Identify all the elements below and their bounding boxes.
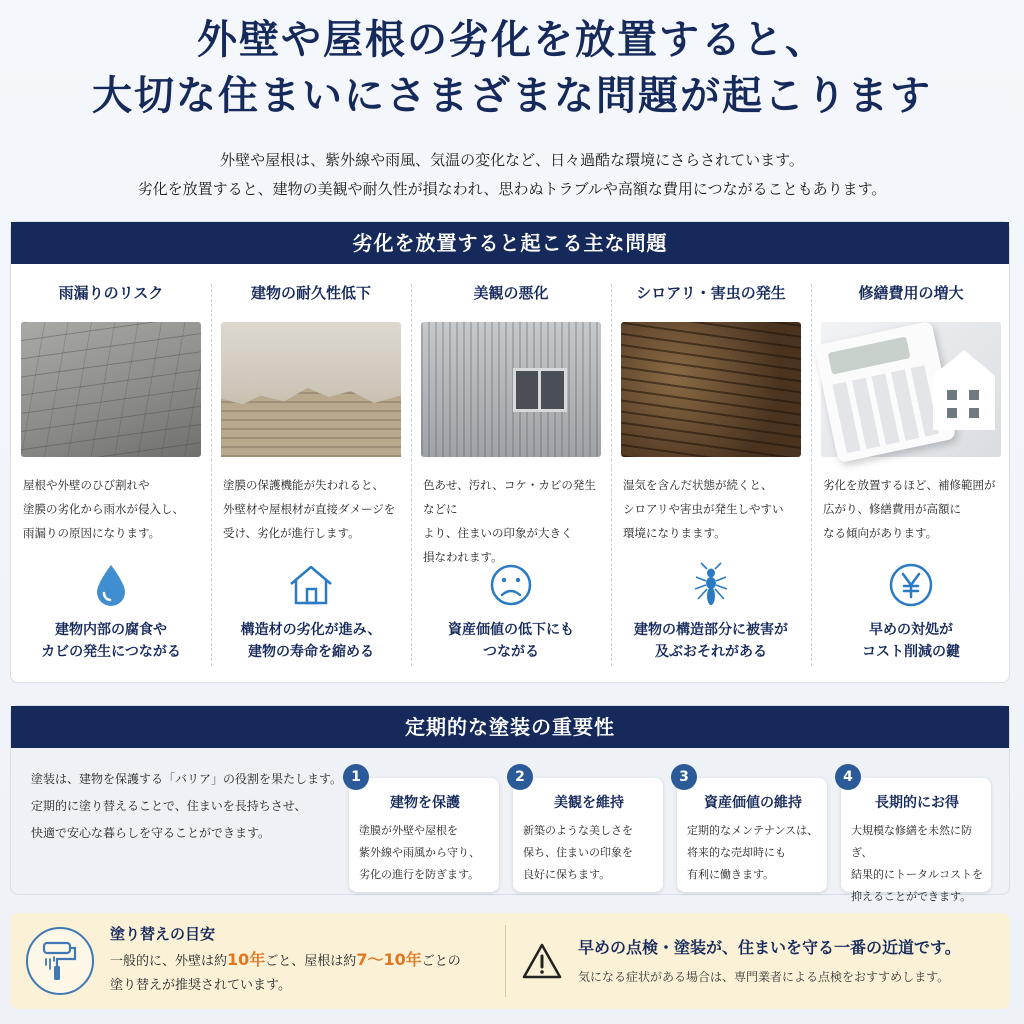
- rotten-wood-photo: [621, 322, 801, 457]
- desc-line: 雨漏りの原因になります。: [23, 526, 161, 540]
- warning-icon: [506, 913, 578, 1009]
- problem-column-leak: [11, 264, 211, 684]
- page-headline: [0, 12, 1024, 124]
- result-line: 及ぶおそれがある: [655, 644, 767, 660]
- bottom-info-band: [10, 913, 1010, 1009]
- importance-title: 定期的な塗装の重要性: [11, 706, 1009, 748]
- card-desc: [359, 820, 491, 886]
- card-number: 4: [835, 764, 861, 790]
- yen-icon: [821, 557, 1001, 613]
- desc-line: 有利に働きます。: [687, 868, 775, 881]
- card-title: 美観を維持: [554, 795, 624, 811]
- paint-roller-icon: [26, 927, 94, 995]
- desc-line: 結果的にトータルコストを: [851, 868, 983, 881]
- benefit-card-protect: [349, 769, 499, 892]
- problem-result: [821, 619, 1001, 663]
- desc-line: 抑えることができます。: [851, 890, 972, 903]
- card-desc: [851, 820, 983, 908]
- result-line: 資産価値の低下にも: [448, 622, 574, 638]
- card-title: 建物を保護: [390, 795, 460, 811]
- result-line: 建物内部の腐食や: [55, 622, 167, 638]
- text-line: 定期的に塗り替えることで、住まいを長持ちさせ、: [31, 799, 307, 813]
- card-desc: [523, 820, 655, 886]
- repaint-guide: [110, 913, 505, 1009]
- termite-icon: [621, 557, 801, 613]
- result-line: カビの発生につながる: [41, 644, 181, 660]
- stained-wall-photo: [421, 322, 601, 457]
- desc-line: 環境になりまます。: [623, 526, 726, 540]
- water-drop-icon: [21, 557, 201, 613]
- calculator-house-photo: [821, 322, 1001, 457]
- benefit-card-asset: [677, 769, 827, 892]
- desc-line: より、住まいの印象が大きく: [423, 526, 573, 540]
- problems-panel: [10, 221, 1010, 683]
- problem-result: [221, 619, 401, 663]
- intro-line-2: 劣化を放置すると、建物の美観や耐久性が損なわれ、思わぬトラブルや高額な費用につながることもあります。: [137, 180, 887, 198]
- roof-years: 7〜10年: [356, 950, 422, 969]
- desc-line: 色あせ、汚れ、コケ・カビの発生などに: [423, 478, 596, 516]
- result-line: 構造材の劣化が進み、: [240, 622, 382, 638]
- result-line: 建物の寿命を縮める: [248, 644, 374, 660]
- card-number: 2: [507, 764, 533, 790]
- problem-result: [621, 619, 801, 663]
- problem-result: [21, 619, 201, 663]
- desc-line: なる傾向があります。: [823, 526, 938, 540]
- problem-description: [821, 473, 1001, 557]
- result-line: コスト削減の鍵: [862, 644, 960, 660]
- desc-line: 塗膜の保護機能が失われると、: [223, 478, 384, 492]
- desc-line: 劣化の進行を防ぎます。: [359, 868, 480, 881]
- guide-text-line-2: 塗り替えが推奨されています。: [110, 978, 291, 993]
- problem-result: [421, 619, 601, 663]
- desc-line: 定期的なメンテナンスは、: [687, 824, 819, 837]
- problem-description: [21, 473, 201, 557]
- desc-line: 塗膜の劣化から雨水が侵入し、: [23, 502, 184, 516]
- guide-text-part: ごとの: [421, 954, 461, 969]
- benefit-card-beauty: [513, 769, 663, 892]
- desc-line: 将来的な売却時にも: [687, 846, 786, 859]
- card-number: 1: [343, 764, 369, 790]
- text-line: 塗装は、建物を保護する「バリア」の役割を果たします。: [31, 772, 343, 786]
- headline-line-1: 外壁や屋根の劣化を放置すると、: [197, 16, 827, 63]
- result-line: つながる: [483, 644, 539, 660]
- desc-line: 外壁材や屋根材が直接ダメージを: [223, 502, 396, 516]
- guide-title: 塗り替えの目安: [110, 925, 216, 943]
- intro-line-1: 外壁や屋根は、紫外線や雨風、気温の変化など、日々過酷な環境にさらされています。: [220, 151, 804, 169]
- problem-title: 雨漏りのリスク: [58, 284, 164, 302]
- card-desc: [687, 820, 819, 886]
- peeling-wall-photo: [221, 322, 401, 457]
- intro-text: [0, 146, 1024, 204]
- desc-line: 損なわれます。: [423, 550, 503, 564]
- problem-description: [621, 473, 801, 557]
- desc-line: 湿気を含んだ状態が続くと、: [623, 478, 773, 492]
- result-line: 早めの対処が: [869, 622, 953, 638]
- desc-line: 屋根や外壁のひび割れや: [23, 478, 150, 492]
- benefit-card-savings: [841, 769, 991, 903]
- advice-text: 気になる症状がある場合は、専門業者による点検をおすすめします。: [578, 970, 950, 984]
- desc-line: 広がり、修繕費用が高額に: [823, 502, 961, 516]
- desc-line: 塗膜が外壁や屋根を: [359, 824, 458, 837]
- problem-column-termites: [611, 264, 811, 684]
- guide-text-part: 一般的に、外壁は約: [110, 954, 228, 969]
- problem-title: 美観の悪化: [473, 284, 549, 302]
- problem-title: 修繕費用の増大: [858, 284, 964, 302]
- problem-title: シロアリ・害虫の発生: [636, 284, 786, 302]
- card-title: 資産価値の維持: [704, 795, 802, 811]
- house-icon: [221, 557, 401, 613]
- importance-panel: [10, 705, 1010, 903]
- desc-line: 保ち、住まいの印象を: [523, 846, 633, 859]
- importance-text: [31, 766, 349, 892]
- advice-block: [578, 913, 961, 1009]
- desc-line: 新築のような美しさを: [523, 824, 633, 837]
- desc-line: 劣化を放置するほど、補修範囲が: [823, 478, 996, 492]
- problems-title: 劣化を放置すると起こる主な問題: [11, 222, 1009, 264]
- problem-column-durability: [211, 264, 411, 684]
- problem-description: [421, 473, 601, 564]
- card-number: 3: [671, 764, 697, 790]
- headline-line-2: 大切な住まいにさまざまな問題が起こります: [92, 72, 932, 119]
- problem-column-appearance: [411, 264, 611, 684]
- desc-line: 良好に保ちます。: [523, 868, 611, 881]
- desc-line: 紫外線や雨風から守り、: [359, 846, 480, 859]
- result-line: 建物の構造部分に被害が: [634, 622, 788, 638]
- cracked-roof-photo: [21, 322, 201, 457]
- desc-line: 受け、劣化が進行します。: [223, 526, 360, 540]
- advice-title: 早めの点検・塗装が、住まいを守る一番の近道です。: [578, 938, 961, 957]
- card-title: 長期的にお得: [875, 795, 959, 811]
- problem-description: [221, 473, 401, 557]
- text-line: 快適で安心な暮らしを守ることができます。: [31, 826, 271, 840]
- desc-line: 大規模な修繕を未然に防ぎ、: [851, 824, 972, 859]
- guide-text-part: ごと、屋根は約: [265, 954, 357, 969]
- wall-years: 10年: [227, 950, 266, 969]
- problem-column-cost: [811, 264, 1011, 684]
- desc-line: シロアリや害虫が発生しやすい: [623, 502, 784, 516]
- problem-title: 建物の耐久性低下: [250, 284, 371, 302]
